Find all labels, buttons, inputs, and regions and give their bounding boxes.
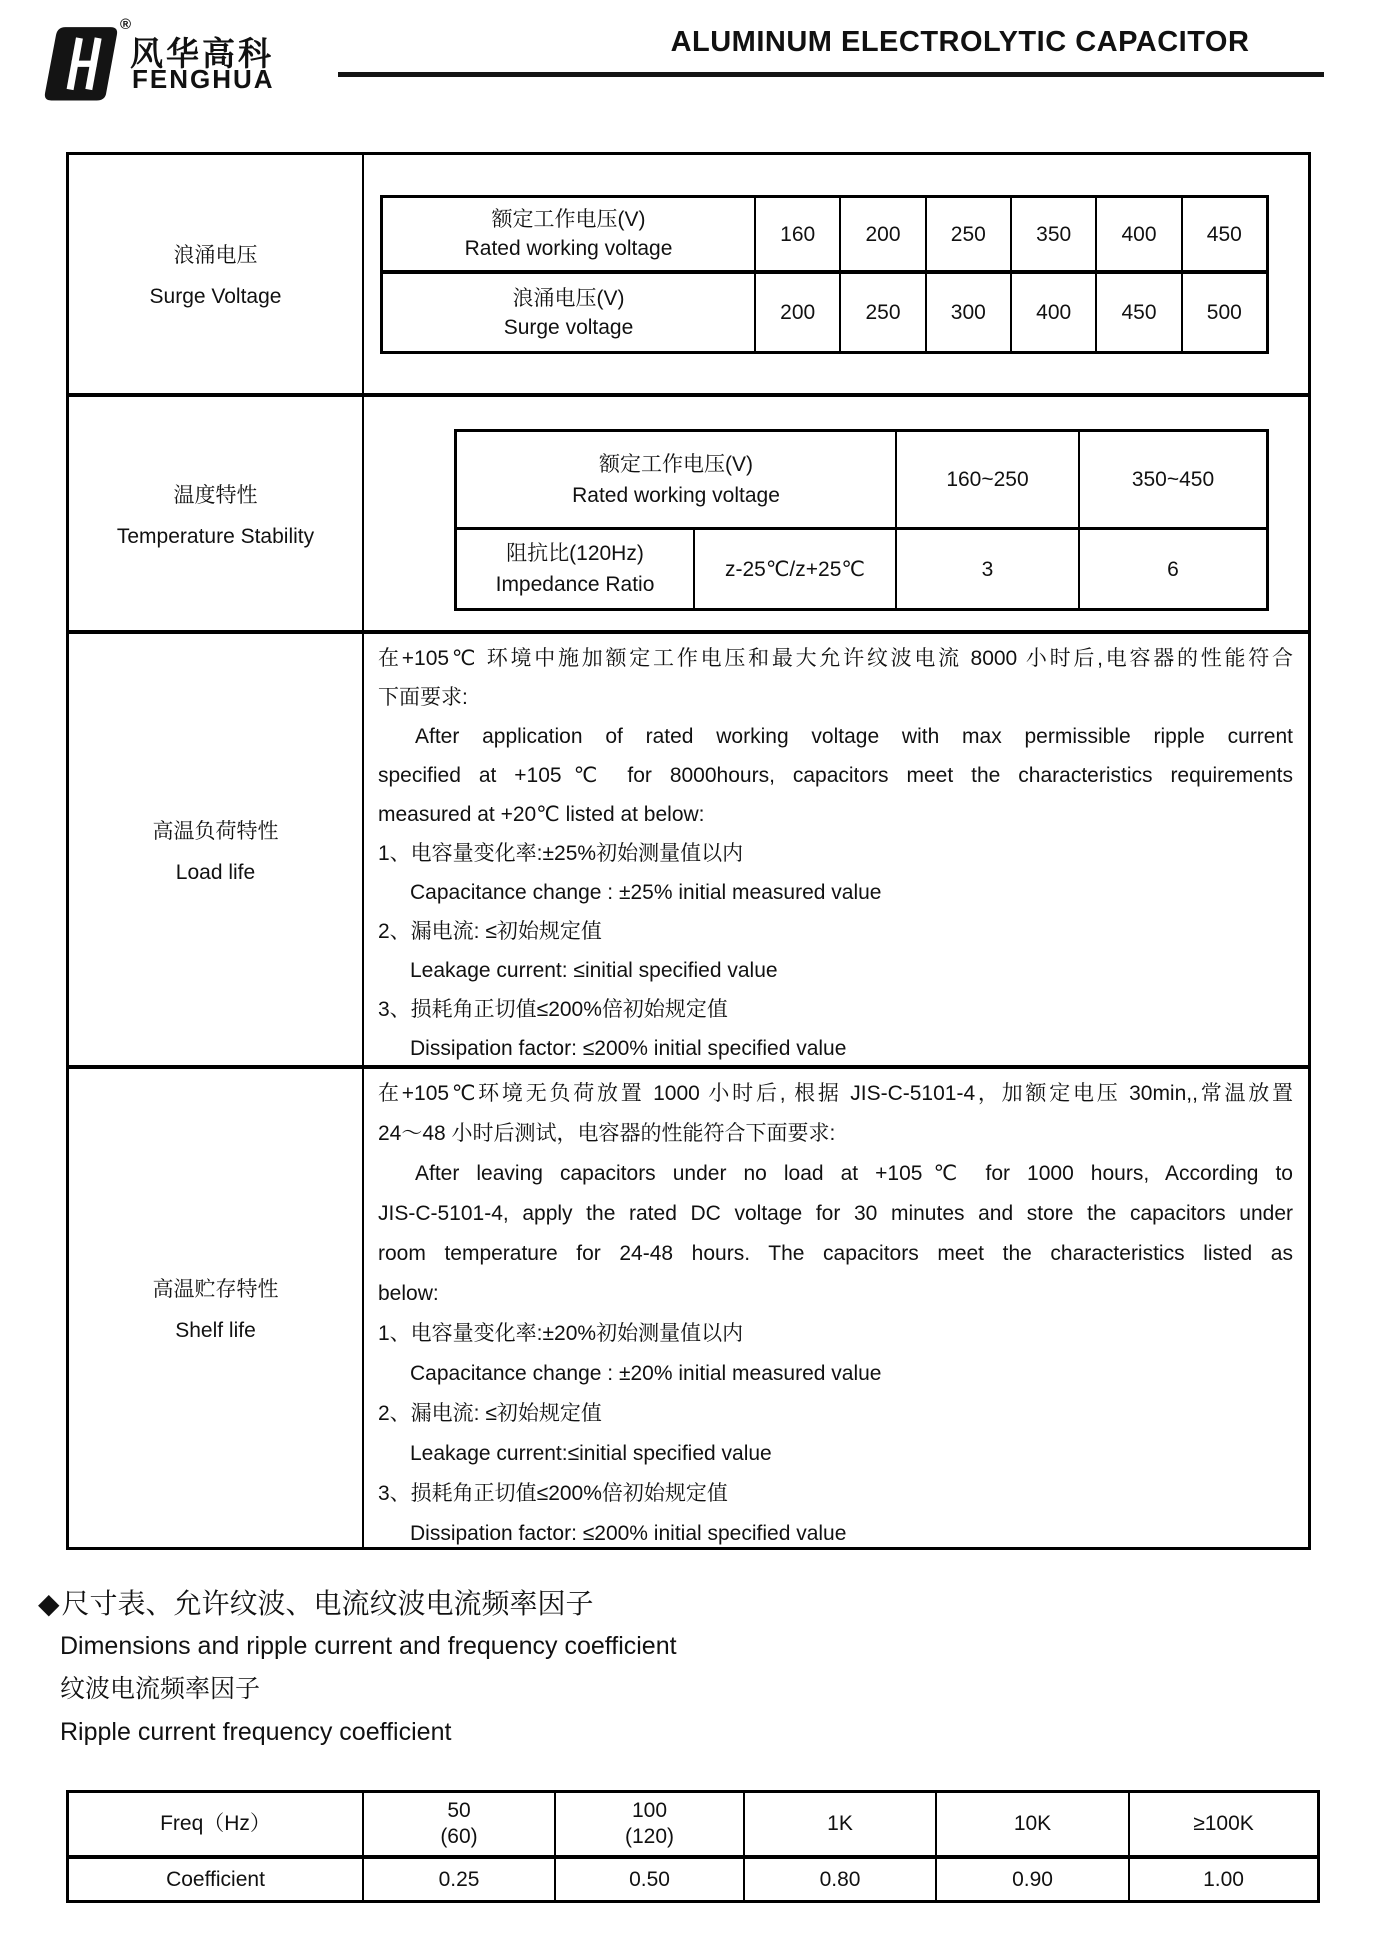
page-title: ALUMINUM ELECTROLYTIC CAPACITOR	[670, 26, 1250, 58]
freq-50: 50 (60)	[362, 1793, 554, 1855]
rated-voltage-value: 200	[839, 198, 924, 270]
voltage-range-low: 160~250	[895, 432, 1078, 527]
shelf-life-text: 在+105℃环境无负荷放置 1000 小时后, 根据 JIS-C-5101-4，加额定电压 30min,,常温放置 24～48 小时后测试，电容器的性能符合下面要求: After leaving capacitors under no load at +105℃ for 1000 hours, According to JIS-C-5101-4, apply the rated DC voltage for 30 minutes and store the capacitors under room temperature for 24-48 hours. The capacitors meet the characteristics listed as below: 1、电容量变化率:±20%初始测量值以内 Capacitance change : ±20% initial measured value 2、漏电流: ≤初始规定值 Leakage current:≤initial specified value 3、损耗角正切值≤200%倍初始规定值 Dissipation factor: ≤200% initial specified value	[378, 1082, 1293, 1545]
temperature-inner-table	[454, 429, 1269, 611]
temperature-stability-content	[364, 397, 1308, 630]
registered-trademark-symbol: ®	[120, 16, 132, 33]
shelf-life-content	[364, 1069, 1308, 1547]
voltage-range-high: 350~450	[1078, 432, 1266, 527]
rated-voltage-header: 额定工作电压(V) Rated working voltage	[464, 208, 673, 260]
rated-voltage-value: 250	[925, 198, 1010, 270]
fenghua-logo-icon	[42, 24, 120, 102]
section-heading-line4: Ripple current frequency coefficient	[60, 1718, 452, 1746]
section-heading-line3: 纹波电流频率因子	[60, 1675, 261, 1703]
load-life-label	[69, 634, 364, 1065]
header-divider	[338, 72, 1324, 77]
surge-voltage-label-cn: 浪涌电压	[173, 244, 258, 267]
coefficient-value: 1.00	[1128, 1855, 1317, 1900]
surge-voltage-content	[364, 155, 1308, 393]
impedance-condition: z-25℃/z+25℃	[693, 527, 895, 608]
surge-voltage-value: 500	[1181, 270, 1266, 351]
rated-voltage-value: 160	[754, 198, 839, 270]
temperature-stability-label-cn: 温度特性	[173, 483, 258, 507]
coefficient-header: Coefficient	[69, 1855, 362, 1900]
coefficient-value: 0.50	[554, 1855, 743, 1900]
surge-voltage-header: 浪涌电压(V) Surge voltage	[383, 270, 754, 351]
load-life-text: 在+105℃ 环境中施加额定工作电压和最大允许纹波电流 8000 小时后,电容器的性能符合 下面要求: After application of rated working voltage with max permissible ripple current specified at +105℃ for 8000hours, capacitors meet the characteristics requirements measured at +20℃ listed at below: 1、电容量变化率:±25%初始测量值以内 Capacitance change : ±25% initial measured value 2、漏电流: ≤初始规定值 Leakage current: ≤initial specified value 3、损耗角正切值≤200%倍初始规定值 Dissipation factor: ≤200% initial specified value	[378, 647, 1293, 1060]
freq-100k: ≥100K	[1128, 1793, 1317, 1855]
dimensions-section-heading	[38, 1582, 677, 1754]
impedance-ratio-high: 6	[1078, 527, 1266, 608]
section-heading-line2: Dimensions and ripple current and frequency coefficient	[60, 1632, 677, 1660]
temp-rated-voltage-header: 额定工作电压(V) Rated working voltage	[572, 452, 780, 507]
frequency-coefficient-table	[66, 1790, 1320, 1903]
impedance-ratio-low: 3	[895, 527, 1078, 608]
logo-text-chinese: 风华高科	[130, 35, 274, 72]
shelf-life-label	[69, 1069, 364, 1547]
temperature-stability-row	[69, 393, 1308, 630]
surge-voltage-row	[69, 155, 1308, 393]
diamond-bullet-icon: ◆	[38, 1588, 60, 1619]
surge-voltage-value: 450	[1095, 270, 1180, 351]
rated-voltage-value: 400	[1095, 198, 1180, 270]
surge-voltage-value: 300	[925, 270, 1010, 351]
load-life-content	[364, 634, 1308, 1065]
shelf-life-row	[69, 1065, 1308, 1547]
load-life-label-en: Load life	[175, 860, 256, 884]
freq-100: 100 (120)	[554, 1793, 743, 1855]
rated-voltage-value: 350	[1010, 198, 1095, 270]
temperature-stability-label	[69, 397, 364, 630]
logo-text-english: FENGHUA	[132, 64, 275, 94]
coefficient-value: 0.80	[743, 1855, 935, 1900]
coefficient-value: 0.25	[362, 1855, 554, 1900]
rated-voltage-value: 450	[1181, 198, 1266, 270]
coefficient-value: 0.90	[935, 1855, 1128, 1900]
shelf-life-label-en: Shelf life	[175, 1319, 256, 1342]
surge-voltage-inner-table	[380, 195, 1269, 354]
freq-10k: 10K	[935, 1793, 1128, 1855]
freq-1k: 1K	[743, 1793, 935, 1855]
temperature-stability-label-en: Temperature Stability	[116, 524, 315, 548]
characteristics-table	[66, 152, 1311, 1550]
surge-voltage-label-en: Surge Voltage	[149, 285, 282, 308]
load-life-row	[69, 630, 1308, 1065]
surge-voltage-value: 200	[754, 270, 839, 351]
shelf-life-label-cn: 高温贮存特性	[152, 1278, 279, 1301]
section-heading-line1: ◆尺寸表、允许纹波、电流纹波电流频率因子	[38, 1582, 677, 1625]
surge-voltage-value: 400	[1010, 270, 1095, 351]
surge-voltage-label	[69, 155, 364, 393]
surge-voltage-value: 250	[839, 270, 924, 351]
load-life-label-cn: 高温负荷特性	[152, 819, 279, 843]
impedance-ratio-header: 阻抗比(120Hz) Impedance Ratio	[457, 527, 693, 608]
freq-header: Freq（Hz）	[160, 1812, 271, 1835]
